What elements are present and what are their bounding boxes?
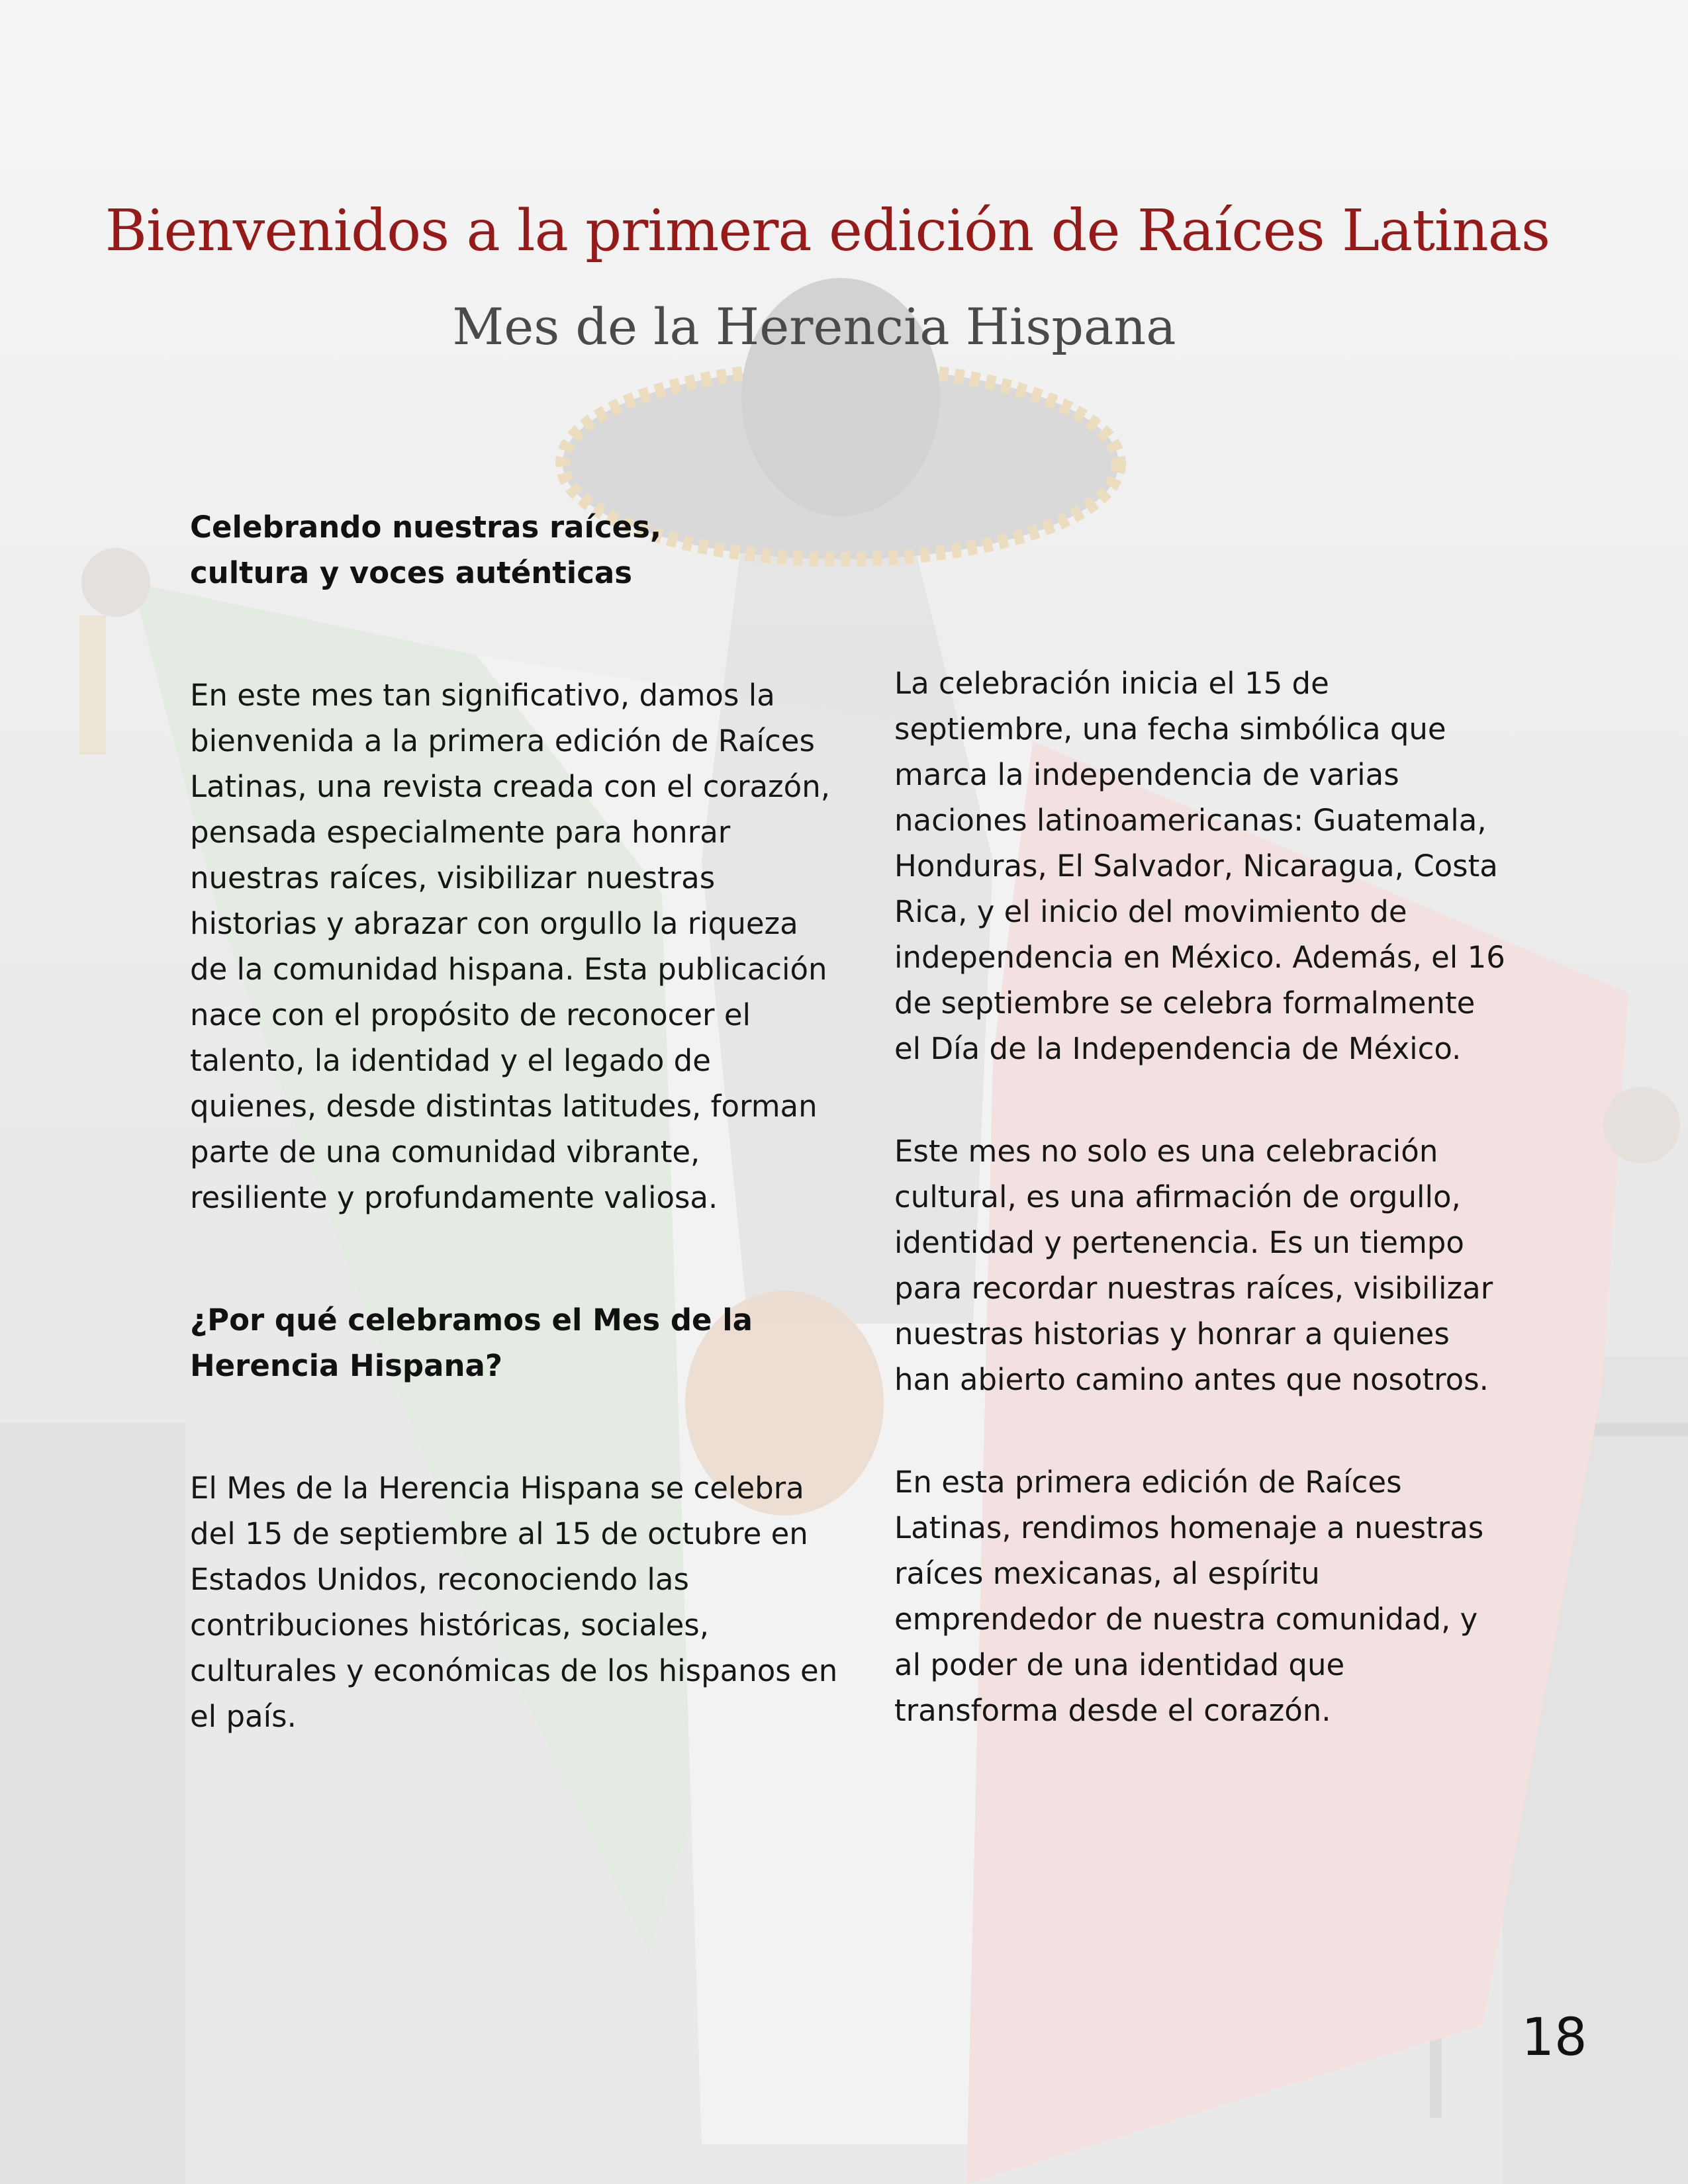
answer-paragraph: El Mes de la Herencia Hispana se celebra del 15 de septiembre al 15 de octubre en Estados Unidos, reconociendo las contribuciones históricas, sociales, culturales y económicas de los hispanos en el país. — [190, 1471, 838, 1734]
page-number: 18 — [1521, 2008, 1587, 2068]
right-hand — [1603, 1087, 1680, 1163]
section-heading-why: ¿Por qué celebramos el Mes de la Herencia Hispana? — [190, 1302, 753, 1383]
flag-tassel — [79, 615, 106, 754]
pride-paragraph: Este mes no solo es una celebración cultural, es una afirmación de orgullo, identidad y pertenencia. Es un tiempo para recordar nuestras raíces, visibilizar nuestras historias y honrar a quienes han abierto camino antes que nosotros. — [894, 1134, 1493, 1397]
right-column — [894, 660, 1510, 1733]
left-hand — [81, 548, 150, 617]
left-column — [190, 504, 839, 1739]
section-heading-celebrando: Celebrando nuestras raíces, cultura y voces auténticas — [190, 510, 662, 590]
background-building — [0, 1423, 185, 2184]
intro-paragraph: En este mes tan significativo, damos la bienvenida a la primera edición de Raíces Latinas, una revista creada con el corazón, pensada especialmente para honrar nuestras raíces, visibilizar nuestras historias y abrazar con orgullo la riqueza de la comunidad hispana. Esta publicación nace con el propósito de reconocer el talento, la identidad y el legado de quienes, desde distintas latitudes, forman parte de una comunidad vibrante, resiliente y profundamente valiosa. — [190, 678, 831, 1215]
page-subtitle: Mes de la Herencia Hispana — [452, 297, 1176, 356]
edition-paragraph: En esta primera edición de Raíces Latinas, rendimos homenaje a nuestras raíces mexicanas, al espíritu emprendedor de nuestra comunidad, y al poder de una identidad que transforma desde el corazón. — [894, 1465, 1484, 1728]
page-title: Bienvenidos a la primera edición de Raíces Latinas — [105, 198, 1550, 264]
independence-paragraph: La celebración inicia el 15 de septiembre, una fecha simbólica que marca la independencia de varias naciones latinoamericanas: Guatemala, Honduras, El Salvador, Nicaragua, Costa Rica, y el inicio del movimiento de independencia en México. Además, el 16 de septiembre se celebra formalmente el Día de la Independencia de México. — [894, 666, 1505, 1066]
